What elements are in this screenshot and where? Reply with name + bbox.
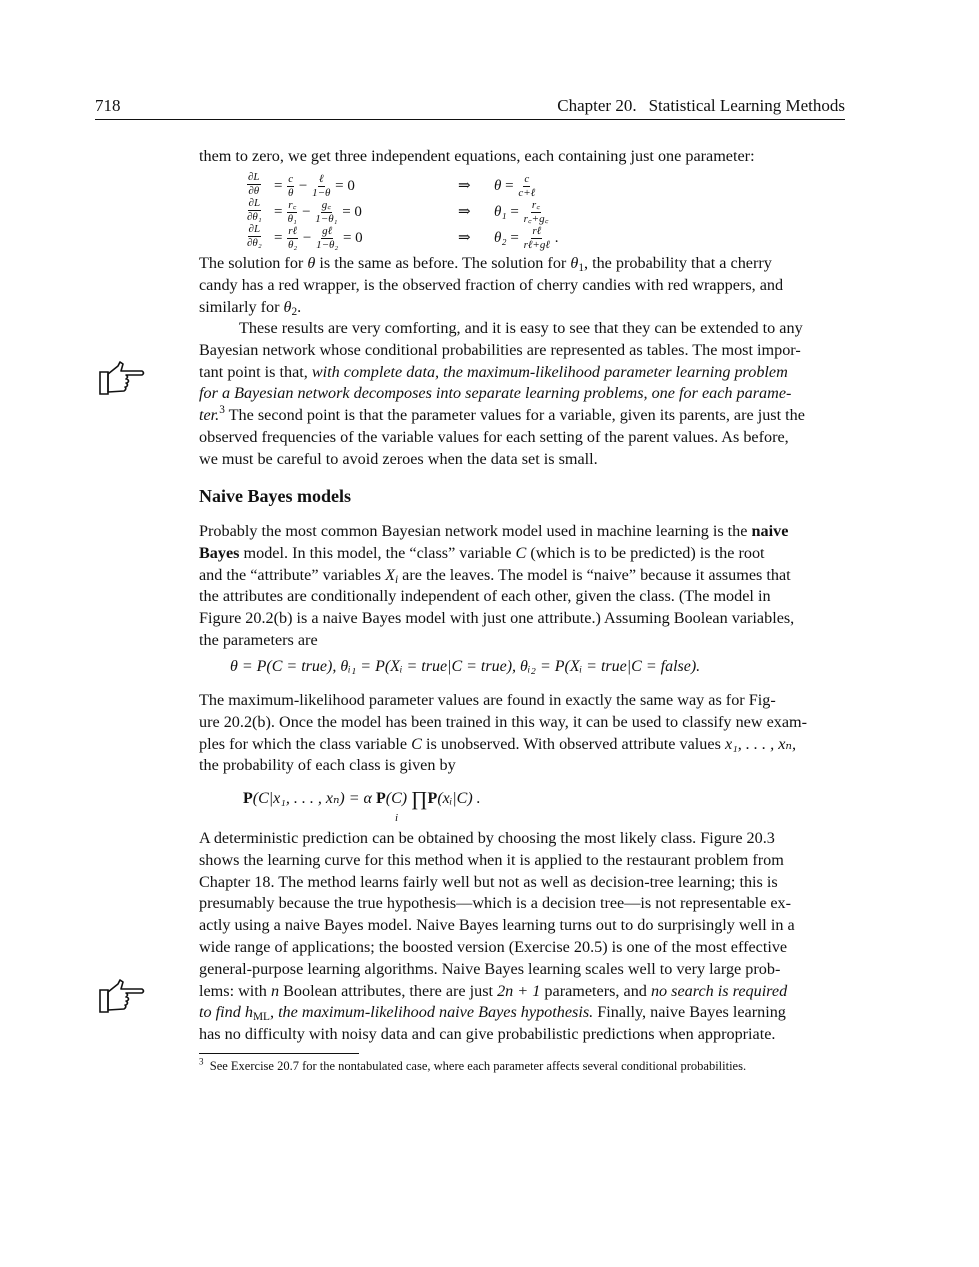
implies-arrow: ⇒ <box>458 204 471 220</box>
text-span: Boolean attributes, there are just <box>283 981 494 1000</box>
product-index: i <box>395 812 399 824</box>
running-header <box>95 96 845 120</box>
equation-theta2: $\frac{\partial L}{\text{∂θ₂}}$ = $\frac{\text{rℓ}}{\text{θ₂}}$ − $\frac{\text{gℓ}}{\text{1−θ₂}}$ = 0 ⇒ θ₂ = $\frac{\text{rℓ}}{\text{rℓ+gℓ}}$ . <box>247 223 559 251</box>
eq-lhs-num: ∂L <box>248 171 260 183</box>
paragraph-max-likelihood <box>199 690 845 777</box>
text-line: the attributes are conditionally independent of each other, given the class. (The model in <box>199 587 771 606</box>
emphasis-text: to find <box>199 1003 241 1022</box>
math-var: n <box>270 981 280 1000</box>
footnote-text: See Exercise 20.7 for the nontabulated case, where each parameter affects several conditional probabilities. <box>209 1059 747 1073</box>
text-span: similarly for <box>199 297 280 316</box>
equation-theta: $\frac{\partial L}{\partial\theta}$ = $\frac{c}{\theta}$ − $\frac{\text{ℓ}}{1-\theta}$ = 0 ⇒ θ = $\frac{c}{\text{c+ℓ}}$ <box>248 171 536 199</box>
eq-term-den: θ <box>287 187 294 199</box>
text-line <box>199 981 845 1003</box>
text-line: we must be careful to avoid zeroes when the data set is small. <box>199 449 598 468</box>
eq-zero: = 0 <box>342 203 362 220</box>
eq-term-num: gℓ <box>322 225 333 237</box>
eq-trail: . <box>554 229 559 246</box>
text-line: the parameters are <box>199 630 318 649</box>
eq-term-num: r꜀ <box>288 199 297 211</box>
eq-lhs-den: ∂θ <box>248 185 260 197</box>
text-line: has no difficulty with noisy data and can give probabilistic predictions when appropriate. <box>199 1025 776 1044</box>
product-symbol: ∏ <box>411 788 428 810</box>
text-span: are the leaves. The model is “naive” because it assumes that <box>402 565 791 584</box>
eq-zero: = 0 <box>342 229 363 246</box>
text-line: observed frequencies of the variable values for each setting of the parent values. As before, <box>199 427 789 446</box>
text-line <box>199 565 845 587</box>
emphasis-text: for a Bayesian network decomposes into separate learning problems, one for each parame- <box>199 384 792 403</box>
prob-symbol: P <box>375 790 386 807</box>
eq-lhs-den: ∂θ₁ <box>247 211 262 223</box>
text-line <box>199 362 845 384</box>
eq-sol-den: c+ℓ <box>518 187 536 199</box>
paragraph-comforting <box>199 318 845 471</box>
text-span: Finally, naive Bayes learning <box>597 1003 786 1022</box>
eq-lhs-num: ∂L <box>248 223 261 235</box>
math-theta: θ <box>307 254 316 272</box>
text-line: candy has a red wrapper, is the observed fraction of cherry candies with red wrappers, and <box>199 275 784 294</box>
paragraph-solution <box>199 253 845 318</box>
eq-zero: = 0 <box>335 177 355 194</box>
text-line: A deterministic prediction can be obtained by choosing the most likely class. Figure 20.3 <box>199 829 775 847</box>
prob-symbol: P <box>243 790 253 807</box>
text-line: Figure 20.2(b) is a naive Bayes model with just one attribute.) Assuming Boolean variables, <box>199 609 795 628</box>
math-var: X <box>385 565 395 584</box>
intro-line: them to zero, we get three independent equations, each containing just one parameter: <box>199 147 755 165</box>
emphasis-text: , the maximum-likelihood naive Bayes hypothesis. <box>269 1003 594 1022</box>
emphasis-text: ter. <box>199 406 220 425</box>
bold-term: Bayes <box>199 543 240 562</box>
header-rule <box>95 119 845 120</box>
chapter-heading <box>557 96 845 116</box>
parameter-equation: θ = P(C = true), θᵢ₁ = P(Xᵢ = true|C = true), θᵢ₂ = P(Xᵢ = true|C = false). <box>230 658 701 675</box>
eq-term-num: g꜀ <box>321 199 332 211</box>
chapter-number: 20. <box>615 96 637 115</box>
eq-solution-var: θ <box>494 177 502 194</box>
eq-solution-var: θ₁ <box>494 203 507 220</box>
implies-arrow: ⇒ <box>458 178 471 194</box>
eq-sol-num: c <box>524 173 530 185</box>
text-line: actly using a naive Bayes model. Naive Bayes learning turns out to do surprisingly well in a <box>199 916 795 935</box>
math-theta: θ <box>570 254 579 272</box>
footnote-marker[interactable]: 3 <box>219 404 225 417</box>
math-expression: (C) <box>385 790 408 807</box>
footnote-mark: 3 <box>199 1056 204 1067</box>
math-expression: (C|x₁, . . . , xₙ) = α <box>252 790 372 807</box>
math-subscript: 1 <box>578 261 584 274</box>
implies-arrow: ⇒ <box>458 230 471 246</box>
text-line: presumably because the true hypothesis—which is a decision tree—is not representable ex- <box>199 894 792 913</box>
footnote <box>199 1058 845 1074</box>
eq-term-num: c <box>288 173 294 185</box>
chapter-title: Statistical Learning Methods <box>648 96 845 115</box>
footnote-rule <box>199 1053 359 1054</box>
pointing-hand-icon <box>96 976 146 1016</box>
text-line: These results are very comforting, and it is easy to see that they can be extended to any <box>239 319 803 337</box>
math-expression: x₁, . . . , xₙ, <box>724 734 797 753</box>
chapter-word: Chapter <box>557 96 612 115</box>
text-line <box>199 383 845 405</box>
text-span: ples for which the class variable <box>199 734 408 753</box>
text-span: is the same as before. The solution for <box>319 254 567 272</box>
text-line <box>199 543 845 565</box>
math-subscript: i <box>394 573 399 586</box>
text-span: Probably the most common Bayesian network model used in machine learning is the <box>199 522 748 540</box>
eq-solution-var: θ₂ <box>494 229 507 246</box>
text-line: Chapter 18. The method learns fairly well but not as well as decision-tree learning; this is <box>199 872 778 891</box>
text-span: model. In this model, the “class” variable <box>243 543 512 562</box>
text-line: the probability of each class is given by <box>199 756 456 775</box>
text-span: is unobserved. With observed attribute values <box>426 734 721 753</box>
text-span: The solution for <box>199 254 304 272</box>
eq-term-num: ℓ <box>318 173 324 185</box>
emphasis-text: with complete data, the maximum-likelihood parameter learning problem <box>311 362 788 381</box>
eq-sol-den: r꜀+g꜀ <box>523 213 549 225</box>
math-var: C <box>515 543 527 562</box>
math-var: h <box>244 1003 253 1022</box>
text-span: lems: with <box>199 981 267 1000</box>
paragraph-naive-bayes <box>199 521 845 652</box>
math-theta: θ <box>283 297 292 316</box>
text-span: and the “attribute” variables <box>199 565 382 584</box>
derivative-equations <box>246 172 666 250</box>
text-span: The second point is that the parameter values for a variable, given its parents, are just the <box>228 406 805 425</box>
text-line <box>199 734 845 756</box>
eq-term-num: rℓ <box>288 225 298 237</box>
text-line: Bayesian network whose conditional probabilities are represented as tables. The most impor- <box>199 340 801 359</box>
emphasis-text: no search is required <box>650 981 788 1000</box>
text-line: The maximum-likelihood parameter values are found in exactly the same way as for Fig- <box>199 691 776 709</box>
text-line <box>199 253 845 275</box>
eq-sol-den: rℓ+gℓ <box>523 239 550 251</box>
page-number: 718 <box>95 96 121 115</box>
eq-sol-num: rℓ <box>532 225 542 237</box>
text-span: tant point is that, <box>199 362 308 381</box>
intro-text <box>199 146 845 168</box>
math-expression: (xᵢ|C) . <box>437 790 481 807</box>
eq-term-den: 1−θ₁ <box>315 213 338 225</box>
text-line <box>199 521 845 543</box>
text-line: wide range of applications; the boosted version (Exercise 20.5) is one of the most effective <box>199 937 788 956</box>
text-line <box>199 405 845 427</box>
text-line <box>199 1002 845 1024</box>
text-line <box>199 297 845 319</box>
eq-lhs-den: ∂θ₂ <box>247 237 262 249</box>
text-line: shows the learning curve for this method when it is applied to the restaurant problem from <box>199 850 784 869</box>
prob-symbol: P <box>427 790 438 807</box>
text-span: parameters, and <box>544 981 647 1000</box>
class-probability-equation <box>243 786 481 809</box>
section-heading: Naive Bayes models <box>199 486 351 506</box>
eq-sol-num: r꜀ <box>531 199 541 211</box>
text-span: (which is to be predicted) is the root <box>530 543 765 562</box>
eq-term-den: 1−θ₂ <box>316 239 339 251</box>
paragraph-prediction <box>199 828 845 1046</box>
pointing-hand-icon <box>96 358 146 398</box>
text-span: . <box>297 297 302 316</box>
text-span: , the probability that a cherry <box>583 254 772 272</box>
text-line: general-purpose learning algorithms. Naive Bayes learning scales well to very large prob- <box>199 959 781 978</box>
eq-term-den: θ₂ <box>288 239 298 251</box>
equation-theta1: $\frac{\partial L}{\text{∂θ₁}}$ = $\frac{r꜀}{\text{θ₁}}$ − $\frac{g꜀}{\text{1−θ₁}}$ = 0 ⇒ θ₁ = $\frac{r꜀}{r꜀+g꜀}$ <box>247 197 549 225</box>
math-expression: 2n + 1 <box>497 981 541 1000</box>
eq-term-den: θ₁ <box>287 213 297 225</box>
math-subscript: ML <box>252 1011 270 1024</box>
text-line: ure 20.2(b). Once the model has been trained in this way, it can be used to classify new exam- <box>199 712 808 731</box>
math-var: C <box>411 734 422 753</box>
eq-lhs-num: ∂L <box>248 197 261 209</box>
math-subscript: 2 <box>291 305 298 318</box>
bold-term: naive <box>751 522 789 540</box>
eq-term-den: 1−θ <box>312 187 331 199</box>
